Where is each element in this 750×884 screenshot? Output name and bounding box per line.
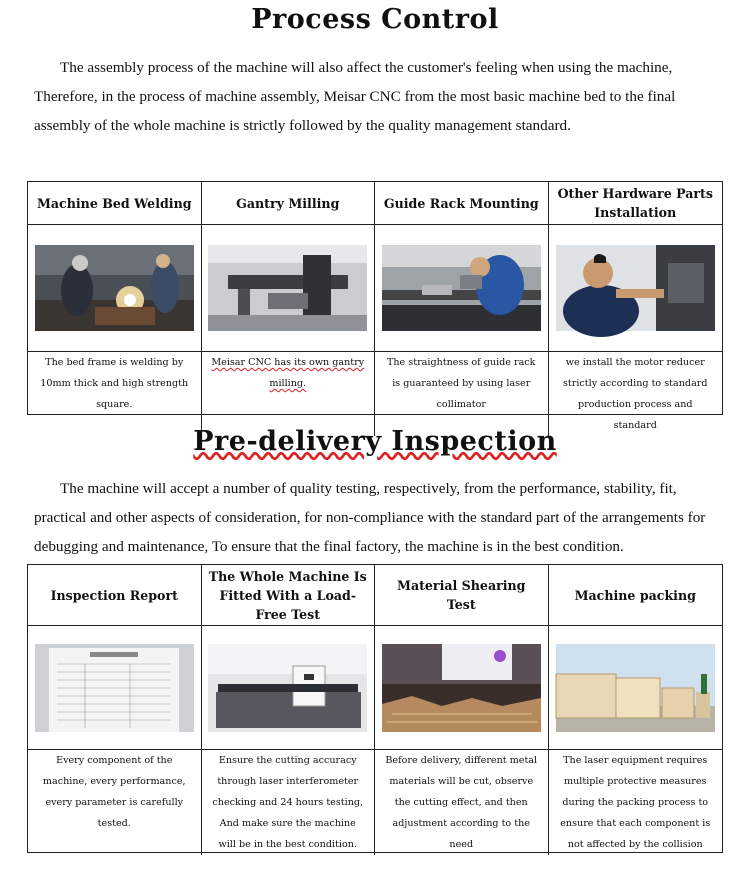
heading-inspection-report: Inspection Report	[28, 565, 202, 626]
image-cell	[28, 626, 202, 750]
caption-gantry-milling-text: Meisar CNC has its own gantry milling.	[211, 357, 365, 389]
process-control-title: Process Control	[251, 4, 499, 35]
process-control-text: The assembly process of the machine will also affect the customer's feeling when using the machine, Therefore, in the process of machine assembly, Meisar CNC from the most basic machine bed to the final assembly of the whole machine is strictly followed by the quality management standard.	[34, 59, 676, 134]
image-cell	[202, 225, 376, 352]
caption-inspection-report: Every component of the machine, every performance, every parameter is carefully tested.	[28, 750, 202, 855]
image-cell	[549, 626, 723, 750]
caption-gantry-milling	[202, 352, 376, 436]
pre-delivery-text: The machine will accept a number of quality testing, respectively, from the performance, stability, fit, practical and other aspects of consideration, for non-compliance with the standard part of the arrangements for debugging and maintenance, To ensure that the final factory, the machine is in the best condition.	[34, 480, 706, 555]
heading-gantry-milling: Gantry Milling	[202, 182, 376, 225]
heading-machine-bed-welding: Machine Bed Welding	[28, 182, 202, 225]
image-cell	[28, 225, 202, 352]
guide-rack-photo	[382, 245, 541, 331]
inspection-report-photo	[35, 644, 194, 732]
heading-machine-packing: Machine packing	[549, 565, 723, 626]
welding-photo	[35, 245, 194, 331]
caption-material-shearing-test: Before delivery, different metal materials will be cut, observe the cutting effect, and then adjustment according to the need	[375, 750, 549, 855]
pre-delivery-inspection-title	[0, 426, 750, 457]
packing-photo	[556, 644, 715, 732]
caption-machine-packing: The laser equipment requires multiple protective measures during the packing process to ensure that each component is not affected by the collision	[560, 755, 711, 850]
pre-delivery-inspection-title-text: Pre-delivery Inspection	[193, 426, 557, 457]
heading-load-free-test: The Whole Machine Is Fitted With a Load-Free Test	[202, 565, 376, 626]
image-cell	[202, 626, 376, 750]
heading-material-shearing-test: Material Shearing Test	[375, 565, 549, 626]
caption-hardware-installation: we install the motor reducer strictly according to standard production process and standard	[562, 357, 708, 431]
load-free-test-photo	[208, 644, 367, 732]
image-cell	[375, 626, 549, 750]
caption-load-free-test: Ensure the cutting accuracy through laser interferometer checking and 24 hours testing, And make sure the machine will be in the best condition.	[202, 750, 376, 855]
heading-guide-rack-mounting: Guide Rack Mounting	[375, 182, 549, 225]
caption-guide-rack-mounting: The straightness of guide rack is guaranteed by using laser collimator	[375, 352, 549, 436]
image-cell	[549, 225, 723, 352]
caption-machine-bed-welding: The bed frame is welding by 10mm thick and high strength square.	[28, 352, 202, 436]
pre-delivery-paragraph	[34, 474, 724, 561]
process-control-paragraph	[34, 53, 724, 140]
gantry-milling-photo	[208, 245, 367, 331]
pre-delivery-table	[27, 564, 723, 853]
heading-hardware-installation: Other Hardware Parts Installation	[549, 182, 723, 225]
process-control-table	[27, 181, 723, 431]
hardware-installation-photo	[556, 245, 715, 331]
image-cell	[375, 225, 549, 352]
shearing-test-photo	[382, 644, 541, 732]
